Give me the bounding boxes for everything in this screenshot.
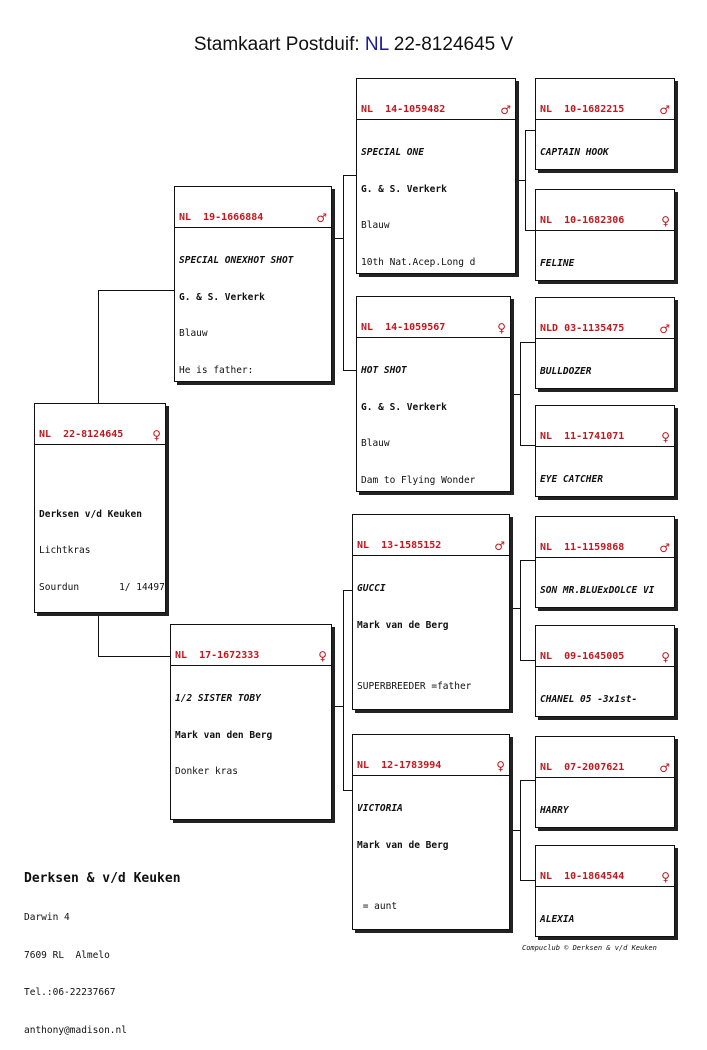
breeder-name: Derksen v/d Keuken (39, 508, 142, 520)
breeder-name: G. & S. Verkerk (361, 401, 447, 413)
connector-line (520, 342, 535, 343)
pedigree-card-sd (356, 296, 511, 492)
connector-line (520, 445, 535, 446)
breeder-name: G. & S. Verkerk (361, 183, 447, 195)
male-icon: ♂ (659, 541, 670, 556)
connector-line (343, 590, 344, 790)
pedigree-card-dd (352, 734, 510, 930)
card-header (171, 649, 331, 665)
pigeon-name: EYE CATCHER (540, 474, 603, 486)
pedigree-card-ds (352, 514, 510, 710)
owner-phone: Tel.:06-22237667 (24, 987, 116, 998)
connector-line (520, 560, 535, 561)
connector-line (343, 175, 356, 176)
pedigree-card-dds (535, 736, 675, 828)
pedigree-card-ddd (535, 845, 675, 937)
card-header (353, 539, 509, 555)
card-header (35, 428, 165, 444)
ring-number: NL 10-1864544 (540, 871, 625, 883)
card-line: Donker kras (175, 766, 238, 778)
connector-line (98, 612, 99, 656)
pedigree-card-sds (535, 297, 675, 389)
pedigree-card-dam (170, 624, 332, 820)
card-line: Blauw (179, 328, 208, 340)
connector-line (510, 608, 520, 609)
connector-line (343, 175, 344, 370)
breeder-name: Mark van de Berg (357, 619, 449, 631)
male-icon: ♂ (500, 103, 511, 118)
female-icon: ♀ (152, 428, 161, 443)
card-header (536, 103, 674, 119)
male-icon: ♂ (659, 761, 670, 776)
female-icon: ♀ (661, 650, 670, 665)
ring-number: NL 17-1672333 (175, 650, 260, 662)
connector-line (520, 660, 535, 661)
connector-line (520, 780, 535, 781)
footer-credit: Compuclub © Derksen & v/d Keuken (522, 944, 657, 952)
ring-number: NL 10-1682306 (540, 215, 625, 227)
pigeon-name: HARRY (540, 805, 569, 817)
connector-line (333, 238, 343, 239)
pedigree-card-sss (535, 78, 675, 170)
male-icon: ♂ (494, 539, 505, 554)
pigeon-name: CHANEL 05 -3x1st- (540, 694, 638, 706)
pigeon-name: VICTORIA (357, 803, 403, 815)
card-header (536, 214, 674, 230)
card-header (536, 541, 674, 557)
owner-city: 7609 RL Almelo (24, 949, 110, 961)
male-icon: ♂ (316, 211, 327, 226)
spacer (39, 472, 161, 484)
connector-line (520, 780, 521, 880)
page-title (0, 34, 707, 56)
card-line: SUPERBREEDER =father (357, 680, 472, 692)
card-header (536, 761, 674, 777)
pigeon-name: BULLDOZER (540, 366, 592, 378)
connector-line (343, 370, 356, 371)
female-icon: ♀ (318, 649, 327, 664)
ring-number: NL 14-1059482 (361, 104, 446, 116)
pigeon-name: SON MR.BLUExDOLCE VI (540, 585, 655, 597)
ring-number: NL 10-1682215 (540, 104, 625, 116)
female-icon: ♀ (497, 321, 506, 336)
card-line: He is father: (179, 364, 254, 376)
pedigree-card-ssd (535, 189, 675, 281)
owner-name: Derksen & v/d Keuken (24, 871, 181, 886)
connector-line (510, 830, 520, 831)
pigeon-name: FELINE (540, 258, 575, 270)
pedigree-card-subject (34, 403, 166, 613)
connector-line (520, 880, 535, 881)
female-icon: ♀ (661, 870, 670, 885)
title-prefix: Stamkaart Postduif: (193, 34, 360, 55)
pedigree-card-ss (356, 78, 516, 274)
pedigree-card-dss (535, 516, 675, 608)
ring-number: NL 09-1645005 (540, 651, 625, 663)
male-icon: ♂ (659, 322, 670, 337)
connector-line (98, 290, 174, 291)
pigeon-name: ALEXIA (540, 914, 575, 926)
connector-line (525, 130, 526, 230)
connector-line (520, 342, 521, 445)
connector-line (525, 230, 535, 231)
card-header (536, 870, 674, 886)
breeder-name: Mark van den Berg (175, 729, 273, 741)
pigeon-name: GUCCI (357, 583, 386, 595)
owner-block (24, 846, 181, 1050)
connector-line (333, 706, 343, 707)
connector-line (515, 180, 525, 181)
female-icon: ♀ (661, 430, 670, 445)
ring-number: NL 13-1585152 (357, 540, 442, 552)
connector-line (520, 560, 521, 660)
card-header (357, 321, 510, 337)
title-ring: 22-8124645 V (393, 34, 514, 55)
card-line: 10th Nat.Acep.Long d (361, 256, 476, 268)
ring-number: NLD 03-1135475 (540, 323, 625, 335)
connector-line (98, 656, 170, 657)
owner-address: Darwin 4 (24, 912, 70, 923)
card-header (536, 650, 674, 666)
ring-number: NL 11-1159868 (540, 542, 625, 554)
pigeon-name: CAPTAIN HOOK (540, 147, 609, 159)
owner-email: anthony@madison.nl (24, 1024, 127, 1036)
card-header (353, 759, 509, 775)
ring-number: NL 07-2007621 (540, 762, 625, 774)
card-line: Blauw (361, 220, 390, 232)
connector-line (98, 290, 99, 403)
card-line: = aunt (357, 900, 398, 912)
title-country: NL (364, 34, 389, 55)
ring-number: NL 22-8124645 (39, 429, 124, 441)
breeder-name: Mark van de Berg (357, 839, 449, 851)
pigeon-name: 1/2 SISTER TOBY (175, 693, 261, 705)
card-header (536, 322, 674, 338)
pigeon-name: SPECIAL ONE (361, 147, 424, 159)
ring-number: NL 14-1059567 (361, 322, 446, 334)
ring-number: NL 11-1741071 (540, 431, 625, 443)
male-icon: ♂ (659, 103, 670, 118)
connector-line (510, 394, 520, 395)
pigeon-name: HOT SHOT (361, 365, 407, 377)
pedigree-card-sdd (535, 405, 675, 497)
pedigree-card-dsd (535, 625, 675, 717)
card-header (536, 430, 674, 446)
female-icon: ♀ (661, 214, 670, 229)
card-line: Sourdun 1/ 14497 (39, 581, 165, 593)
card-line: Lichtkras (39, 545, 91, 557)
breeder-name: G. & S. Verkerk (179, 291, 265, 303)
card-line: Dam to Flying Wonder (361, 474, 476, 486)
ring-number: NL 12-1783994 (357, 760, 442, 772)
card-header (357, 103, 515, 119)
pigeon-name: SPECIAL ONEXHOT SHOT (179, 255, 294, 267)
card-line: Blauw (361, 438, 390, 450)
female-icon: ♀ (496, 759, 505, 774)
card-header (175, 211, 331, 227)
connector-line (525, 130, 535, 131)
ring-number: NL 19-1666884 (179, 212, 264, 224)
pedigree-card-sire (174, 186, 332, 382)
